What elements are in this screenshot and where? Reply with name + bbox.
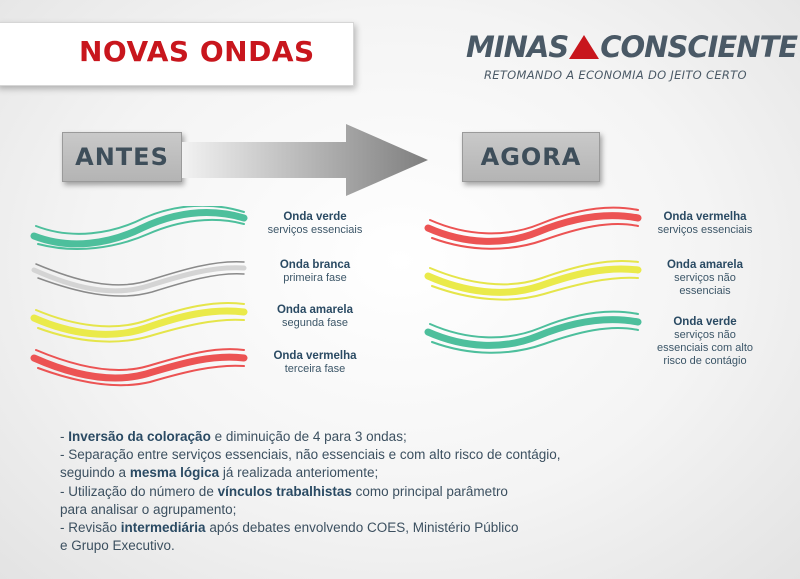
note-4-bold: intermediária bbox=[120, 520, 206, 536]
antes-wave-4-label bbox=[252, 350, 378, 376]
note-2-line-1: - Separação entre serviços essenciais, não essenciais e com alto risco de contágio, bbox=[60, 447, 561, 463]
agora-wave-3-desc-3: risco de contágio bbox=[663, 355, 747, 367]
antes-wave-2-name: Onda branca bbox=[279, 259, 351, 271]
note-3-bold: vínculos trabalhistas bbox=[217, 483, 352, 499]
page-title: NOVAS ONDAS bbox=[79, 35, 315, 68]
note-4-rest: após debates envolvendo COES, Ministério Público bbox=[205, 520, 519, 536]
agora-wave-2-desc-2: essenciais bbox=[679, 285, 731, 297]
note-1 bbox=[60, 428, 561, 446]
antes-wave-1-name: Onda verde bbox=[283, 211, 347, 223]
notes-list bbox=[60, 428, 561, 555]
logo-tagline: RETOMANDO A ECONOMIA DO JEITO CERTO bbox=[484, 68, 747, 82]
note-2-line-2 bbox=[60, 464, 561, 482]
agora-wave-3-name: Onda verde bbox=[673, 316, 737, 328]
antes-wave-1-label bbox=[252, 211, 378, 237]
agora-wave-2-desc-1: serviços não bbox=[674, 272, 736, 284]
agora-box: AGORA bbox=[462, 132, 600, 182]
antes-wave-3-name: Onda amarela bbox=[276, 304, 354, 316]
note-2-bold: mesma lógica bbox=[129, 465, 220, 481]
note-4-prefix: - Revisão bbox=[60, 520, 121, 536]
note-3-prefix: - Utilização do número de bbox=[60, 483, 218, 499]
logo-text-minas: MINAS bbox=[466, 30, 569, 64]
note-1-prefix: - bbox=[60, 429, 69, 444]
note-3 bbox=[60, 483, 561, 501]
antes-wave-3-label bbox=[252, 304, 378, 330]
logo-triangle-icon bbox=[569, 35, 599, 59]
agora-wave-3-desc-1: serviços não bbox=[674, 329, 736, 341]
agora-wave-1-name: Onda vermelha bbox=[663, 211, 747, 223]
antes-wave-4-desc: terceira fase bbox=[284, 363, 346, 375]
antes-box: ANTES bbox=[62, 132, 182, 182]
note-1-bold: Inversão da coloração bbox=[68, 429, 211, 444]
note-4-line-2: e Grupo Executivo. bbox=[60, 538, 175, 554]
wave-vermelha-antes-icon bbox=[30, 344, 248, 390]
agora-wave-1-desc: serviços essenciais bbox=[657, 224, 753, 236]
agora-wave-1-label bbox=[640, 211, 770, 237]
wave-amarela-antes-icon bbox=[30, 300, 248, 346]
wave-verde-antes-icon bbox=[30, 206, 248, 252]
wave-branca-antes-icon bbox=[30, 256, 248, 302]
note-1-rest: e diminuição de 4 para 3 ondas; bbox=[210, 429, 407, 444]
antes-wave-3-desc: segunda fase bbox=[281, 317, 349, 329]
wave-verde-agora-icon bbox=[424, 310, 642, 356]
antes-wave-2-desc: primeira fase bbox=[283, 272, 347, 284]
note-4 bbox=[60, 519, 561, 537]
agora-wave-3-desc-2: essenciais com alto bbox=[657, 342, 753, 354]
arrow-right-icon bbox=[182, 124, 432, 196]
note-2-prefix: seguindo a bbox=[60, 465, 130, 481]
wave-vermelha-agora-icon bbox=[424, 206, 642, 252]
minas-consciente-logo bbox=[466, 30, 797, 64]
logo-text-consciente: CONSCIENTE bbox=[600, 30, 798, 64]
wave-amarela-agora-icon bbox=[424, 258, 642, 304]
antes-wave-2-label bbox=[252, 259, 378, 285]
agora-wave-2-name: Onda amarela bbox=[666, 259, 744, 271]
antes-wave-4-name: Onda vermelha bbox=[273, 350, 357, 362]
note-3-rest: como principal parâmetro bbox=[351, 483, 508, 499]
note-3-line-2: para analisar o agrupamento; bbox=[60, 501, 237, 517]
antes-wave-1-desc: serviços essenciais bbox=[267, 224, 363, 236]
agora-wave-2-label bbox=[640, 259, 770, 298]
note-2-rest: já realizada anteriomente; bbox=[219, 465, 379, 481]
agora-wave-3-label bbox=[640, 316, 770, 368]
